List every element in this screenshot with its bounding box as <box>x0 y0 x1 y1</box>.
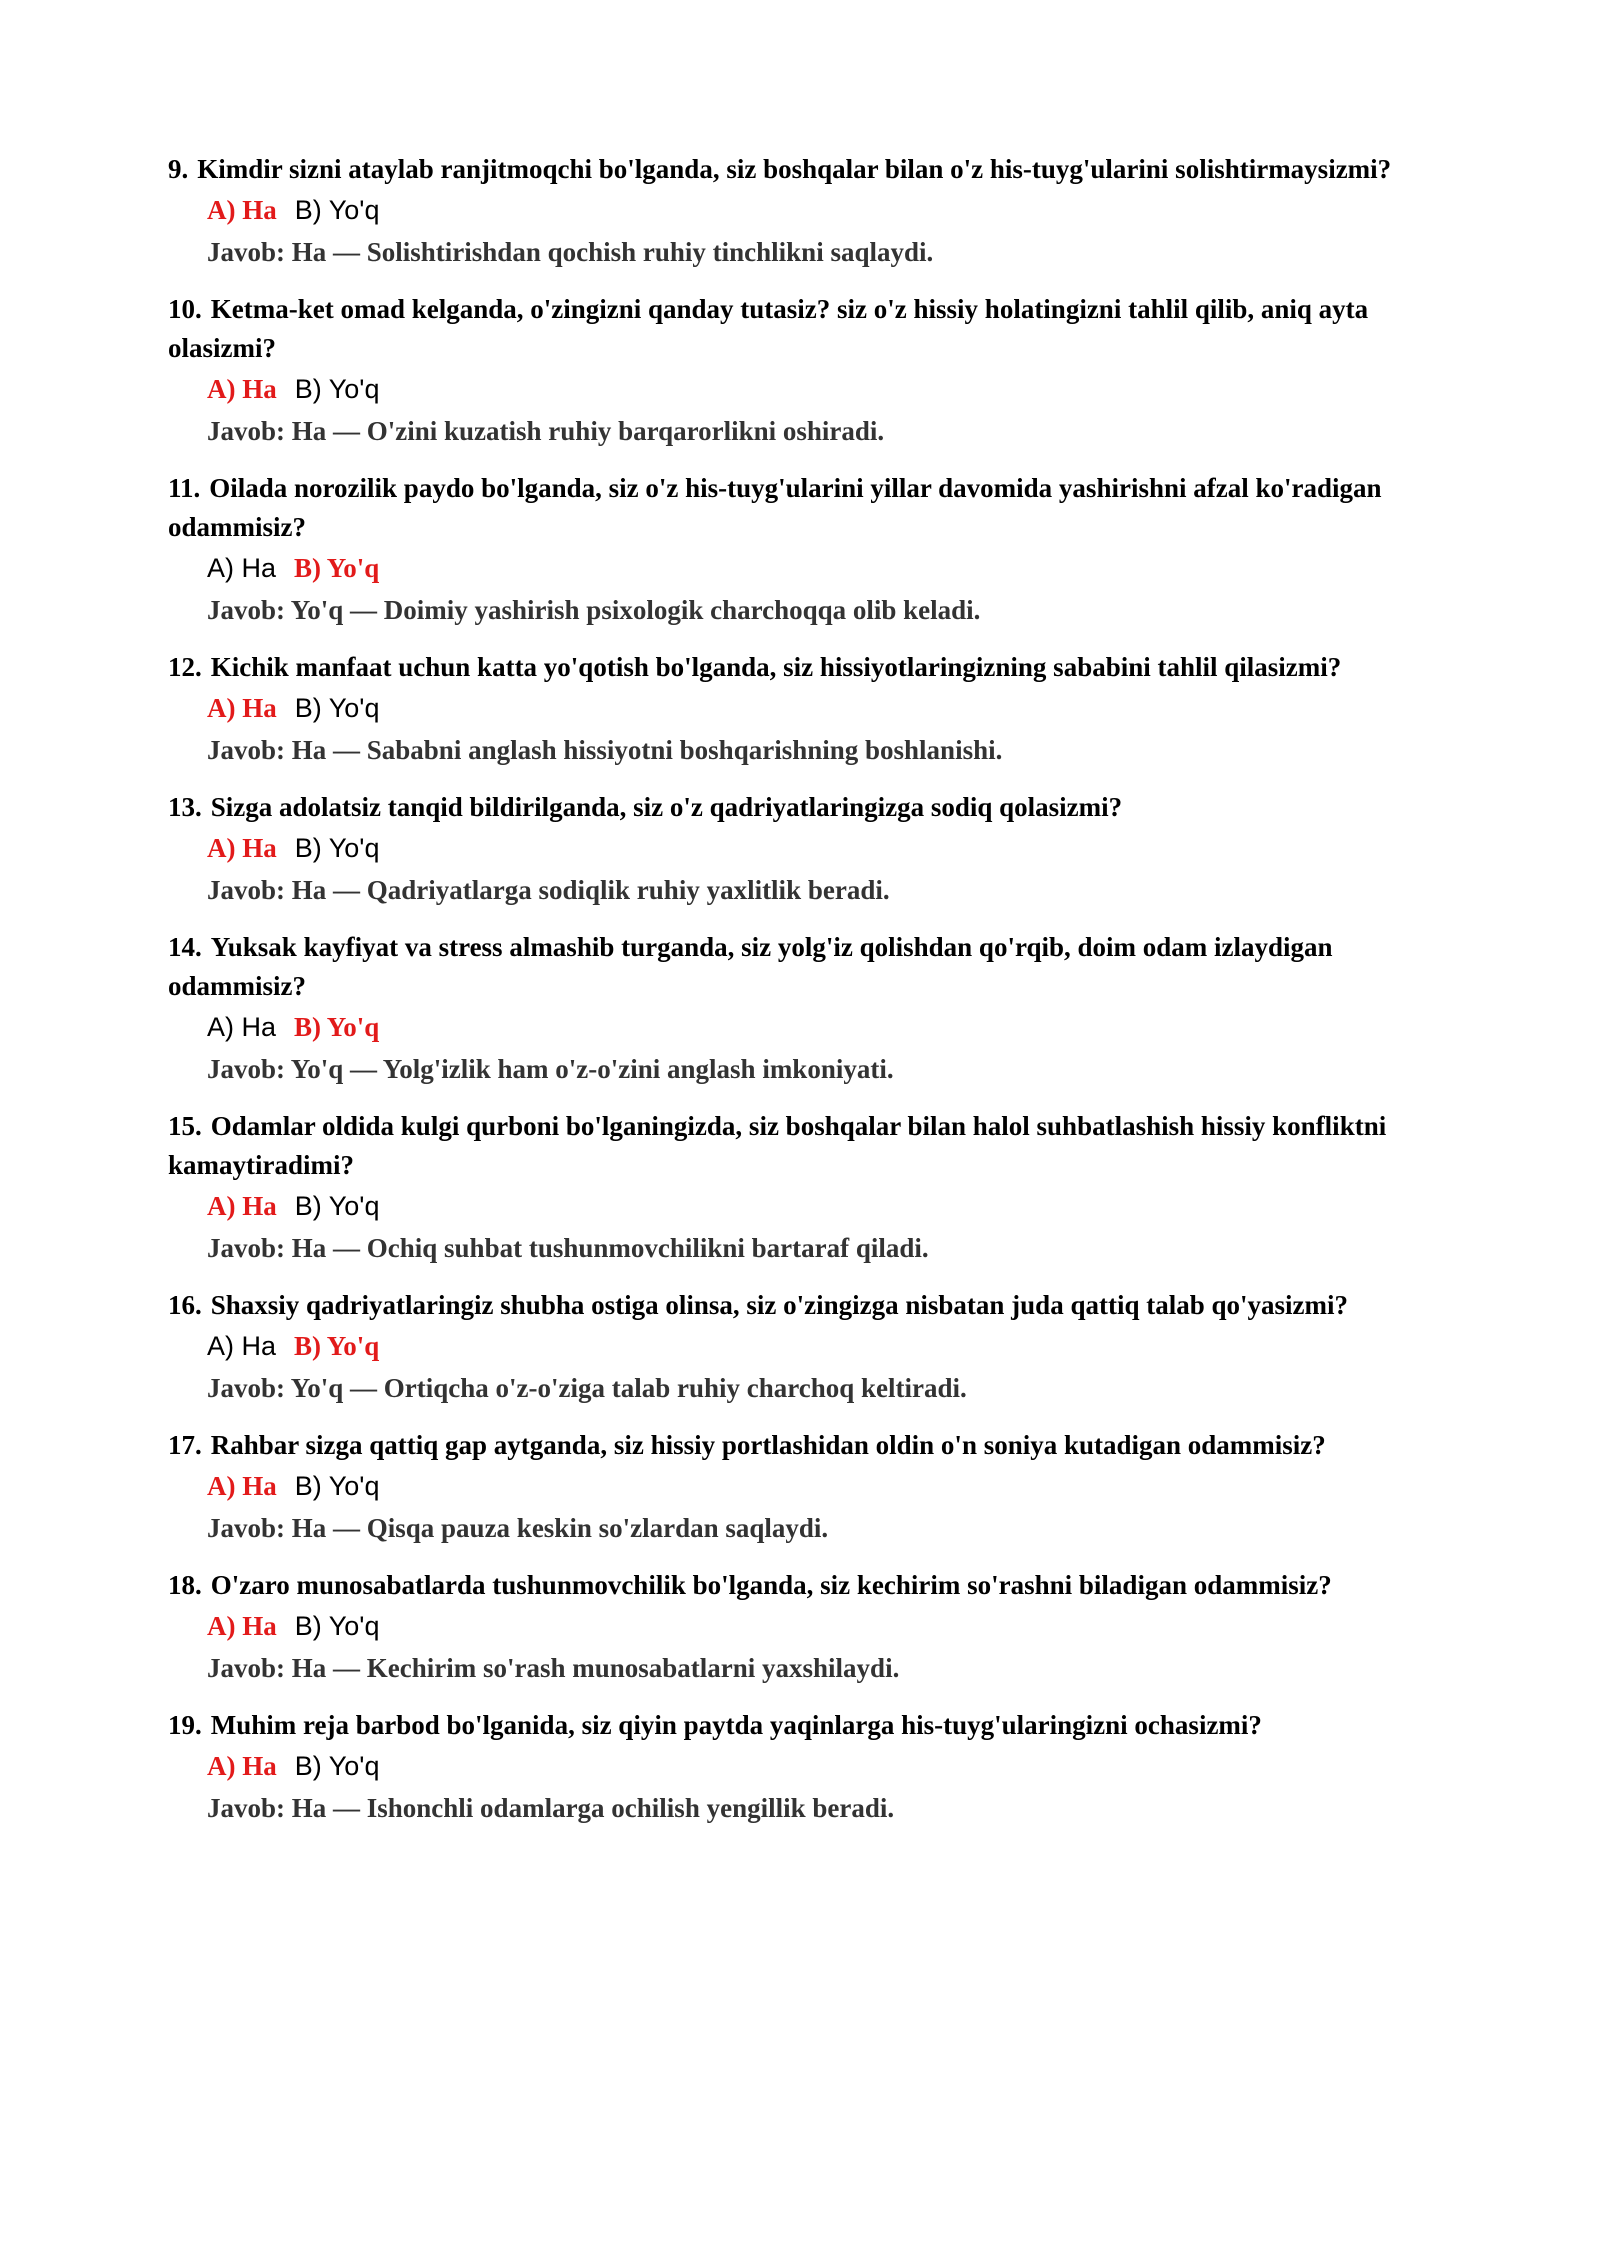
question-18 <box>168 1566 1458 1689</box>
question-text <box>168 928 1458 1006</box>
question-number: 9. <box>168 154 189 184</box>
option-a: A) Ha <box>207 1471 277 1501</box>
question-16 <box>168 1286 1458 1409</box>
answer-explanation: Javob: Yo'q — Ortiqcha o'z-o'ziga talab ruhiy charchoq keltiradi. <box>207 1373 967 1403</box>
options-line <box>207 547 1458 589</box>
question-number: 10. <box>168 294 202 324</box>
question-body: Kichik manfaat uchun katta yo'qotish bo'lganda, siz hissiyotlaringizning sababini tahlil qilasizmi? <box>210 652 1342 682</box>
options-line <box>207 1465 1458 1507</box>
question-body: Rahbar sizga qattiq gap aytganda, siz hissiy portlashidan oldin o'n soniya kutadigan odammisiz? <box>210 1430 1326 1460</box>
option-b: B) Yo'q <box>294 1751 380 1781</box>
question-body: Shaxsiy qadriyatlaringiz shubha ostiga olinsa, siz o'zingizga nisbatan juda qattiq talab qo'yasizmi? <box>210 1290 1348 1320</box>
options-line <box>207 1325 1458 1367</box>
question-body: Oilada norozilik paydo bo'lganda, siz o'z his-tuyg'ularini yillar davomida yashirishni afzal ko'radigan odammisiz? <box>168 473 1382 542</box>
answer-explanation: Javob: Ha — Solishtirishdan qochish ruhiy tinchlikni saqlaydi. <box>207 237 934 267</box>
answer-explanation: Javob: Ha — Ochiq suhbat tushunmovchilikni bartaraf qiladi. <box>207 1233 929 1263</box>
option-b: B) Yo'q <box>294 1012 380 1042</box>
question-13 <box>168 788 1458 911</box>
answer-explanation: Javob: Ha — O'zini kuzatish ruhiy barqarorlikni oshiradi. <box>207 416 885 446</box>
option-a: A) Ha <box>207 1012 277 1042</box>
options-line <box>207 1605 1458 1647</box>
answer-explanation: Javob: Ha — Ishonchli odamlarga ochilish yengillik beradi. <box>207 1793 895 1823</box>
options-line <box>207 189 1458 231</box>
question-17 <box>168 1426 1458 1549</box>
question-body: Ketma-ket omad kelganda, o'zingizni qanday tutasiz? siz o'z hissiy holatingizni tahlil qilib, aniq ayta olasizmi? <box>168 294 1369 363</box>
option-a: A) Ha <box>207 1191 277 1221</box>
option-b: B) Yo'q <box>294 374 380 404</box>
question-text <box>168 1107 1458 1185</box>
question-body: Sizga adolatsiz tanqid bildirilganda, siz o'z qadriyatlaringizga sodiq qolasizmi? <box>210 792 1123 822</box>
question-body: Odamlar oldida kulgi qurboni bo'lganingizda, siz boshqalar bilan halol suhbatlashish hissiy konfliktni kamaytiradimi? <box>168 1111 1387 1180</box>
question-15 <box>168 1107 1458 1269</box>
question-text <box>168 1566 1458 1605</box>
document-page <box>168 150 1458 1846</box>
options-line <box>207 827 1458 869</box>
option-a: A) Ha <box>207 374 277 404</box>
option-b: B) Yo'q <box>294 195 380 225</box>
options-line <box>207 1185 1458 1227</box>
question-number: 18. <box>168 1570 202 1600</box>
option-b: B) Yo'q <box>294 1191 380 1221</box>
question-body: O'zaro munosabatlarda tushunmovchilik bo'lganda, siz kechirim so'rashni biladigan odammisiz? <box>210 1570 1332 1600</box>
option-b: B) Yo'q <box>294 553 380 583</box>
question-text <box>168 290 1458 368</box>
question-10 <box>168 290 1458 452</box>
options-line <box>207 1745 1458 1787</box>
option-a: A) Ha <box>207 195 277 225</box>
question-text <box>168 788 1458 827</box>
option-a: A) Ha <box>207 553 277 583</box>
question-text <box>168 469 1458 547</box>
answer-explanation: Javob: Yo'q — Yolg'izlik ham o'z-o'zini anglash imkoniyati. <box>207 1054 894 1084</box>
question-number: 12. <box>168 652 202 682</box>
option-a: A) Ha <box>207 1611 277 1641</box>
options-line <box>207 368 1458 410</box>
question-19 <box>168 1706 1458 1829</box>
answer-explanation: Javob: Ha — Qadriyatlarga sodiqlik ruhiy yaxlitlik beradi. <box>207 875 890 905</box>
question-text <box>168 1286 1458 1325</box>
question-number: 11. <box>168 473 201 503</box>
option-b: B) Yo'q <box>294 693 380 723</box>
question-number: 16. <box>168 1290 202 1320</box>
question-text <box>168 648 1458 687</box>
option-b: B) Yo'q <box>294 833 380 863</box>
question-9 <box>168 150 1458 273</box>
option-b: B) Yo'q <box>294 1331 380 1361</box>
question-body: Kimdir sizni ataylab ranjitmoqchi bo'lganda, siz boshqalar bilan o'z his-tuyg'ularini solishtirmaysizmi? <box>197 154 1392 184</box>
question-number: 17. <box>168 1430 202 1460</box>
option-b: B) Yo'q <box>294 1471 380 1501</box>
options-line <box>207 1006 1458 1048</box>
options-line <box>207 687 1458 729</box>
answer-explanation: Javob: Yo'q — Doimiy yashirish psixologik charchoqqa olib keladi. <box>207 595 981 625</box>
question-text <box>168 150 1458 189</box>
question-text <box>168 1706 1458 1745</box>
answer-explanation: Javob: Ha — Kechirim so'rash munosabatlarni yaxshilaydi. <box>207 1653 900 1683</box>
option-a: A) Ha <box>207 1751 277 1781</box>
question-number: 19. <box>168 1710 202 1740</box>
question-number: 13. <box>168 792 202 822</box>
option-a: A) Ha <box>207 693 277 723</box>
question-14 <box>168 928 1458 1090</box>
option-a: A) Ha <box>207 1331 277 1361</box>
question-12 <box>168 648 1458 771</box>
question-body: Muhim reja barbod bo'lganida, siz qiyin paytda yaqinlarga his-tuyg'ularingizni ochasizmi? <box>210 1710 1262 1740</box>
option-b: B) Yo'q <box>294 1611 380 1641</box>
question-number: 15. <box>168 1111 202 1141</box>
answer-explanation: Javob: Ha — Sababni anglash hissiyotni boshqarishning boshlanishi. <box>207 735 1003 765</box>
option-a: A) Ha <box>207 833 277 863</box>
question-11 <box>168 469 1458 631</box>
answer-explanation: Javob: Ha — Qisqa pauza keskin so'zlardan saqlaydi. <box>207 1513 829 1543</box>
question-body: Yuksak kayfiyat va stress almashib turganda, siz yolg'iz qolishdan qo'rqib, doim odam izlaydigan odammisiz? <box>168 932 1333 1001</box>
question-number: 14. <box>168 932 202 962</box>
question-text <box>168 1426 1458 1465</box>
